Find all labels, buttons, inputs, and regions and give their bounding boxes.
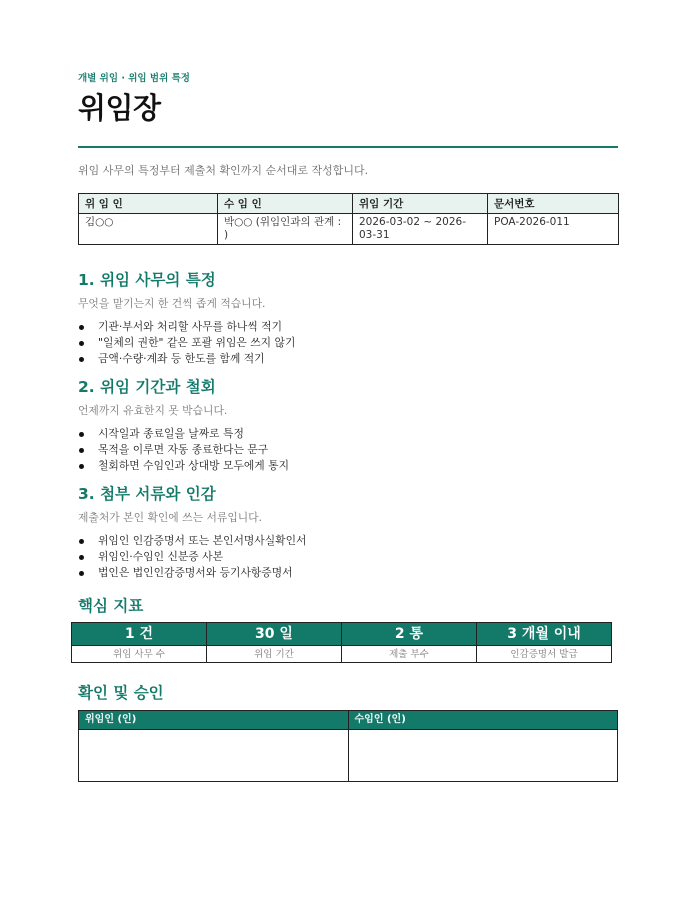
info-table — [78, 193, 619, 245]
period-value: 2026-03-02 ~ 2026-03-31 — [353, 214, 488, 245]
list-item: 금액·수량·계좌 등 한도를 함께 적기 — [78, 351, 618, 367]
page-title: 위임장 — [78, 91, 161, 125]
kpi-value: 2 통 — [342, 623, 476, 645]
kpi-value: 3 개월 이내 — [477, 623, 611, 645]
signature-table — [78, 710, 618, 782]
header-delegator: 위 임 인 — [79, 194, 218, 214]
section-description: 무엇을 맡기는지 한 건씩 좁게 적습니다. — [78, 297, 266, 310]
section-period — [78, 375, 618, 474]
list-item: 위임인 인감증명서 또는 본인서명사실확인서 — [78, 533, 618, 549]
kpi-label: 위임 기간 — [207, 645, 341, 662]
info-table-value-row — [79, 214, 619, 245]
list-item: 기관·부서와 처리할 사무를 하나씩 적기 — [78, 319, 618, 335]
list-item: 철회하면 수임인과 상대방 모두에게 통지 — [78, 458, 618, 474]
section-heading: 1. 위임 사무의 특정 — [78, 271, 216, 289]
intro-text: 위임 사무의 특정부터 제출처 확인까지 순서대로 작성합니다. — [78, 164, 369, 177]
section-description: 제출처가 본인 확인에 쓰는 서류입니다. — [78, 511, 263, 524]
info-table-header-row — [79, 194, 619, 214]
signature-cell-delegatee — [348, 710, 619, 782]
confirm-heading: 확인 및 승인 — [78, 684, 164, 702]
signature-label: 수임인 (인) — [349, 711, 618, 729]
signature-box[interactable] — [349, 729, 618, 781]
delegator-value: 김○○ — [79, 214, 218, 245]
section-heading: 2. 위임 기간과 철회 — [78, 378, 216, 396]
kpi-label: 인감증명서 발급 — [477, 645, 611, 662]
kpi-cell — [341, 622, 477, 663]
header-doc-number: 문서번호 — [488, 194, 619, 214]
document-overline: 개별 위임 · 위임 범위 특정 — [78, 73, 190, 84]
signature-cell-delegator — [78, 710, 349, 782]
kpi-cell — [206, 622, 342, 663]
list-item: "일체의 권한" 같은 포괄 위임은 쓰지 않기 — [78, 335, 618, 351]
kpi-cell — [71, 622, 207, 663]
header-delegatee: 수 임 인 — [218, 194, 353, 214]
bullet-list — [78, 319, 618, 367]
kpi-table — [71, 622, 612, 663]
kpi-heading: 핵심 지표 — [78, 597, 144, 615]
header-period: 위임 기간 — [353, 194, 488, 214]
list-item: 목적을 이루면 자동 종료한다는 문구 — [78, 442, 618, 458]
section-heading: 3. 첨부 서류와 인감 — [78, 485, 216, 503]
list-item: 법인은 법인인감증명서와 등기사항증명서 — [78, 565, 618, 581]
kpi-value: 30 일 — [207, 623, 341, 645]
delegatee-value: 박○○ (위임인과의 관계 : ) — [218, 214, 353, 245]
bullet-list — [78, 426, 618, 474]
signature-label: 위임인 (인) — [79, 711, 348, 729]
doc-number-value: POA-2026-011 — [488, 214, 619, 245]
kpi-label: 위임 사무 수 — [72, 645, 206, 662]
bullet-list — [78, 533, 618, 581]
signature-box[interactable] — [79, 729, 348, 781]
kpi-value: 1 건 — [72, 623, 206, 645]
section-scope — [78, 268, 618, 367]
section-description: 언제까지 유효한지 못 박습니다. — [78, 404, 228, 417]
list-item: 위임인·수임인 신분증 사본 — [78, 549, 618, 565]
title-divider — [78, 146, 618, 148]
kpi-label: 제출 부수 — [342, 645, 476, 662]
section-attachments — [78, 482, 618, 581]
kpi-cell — [476, 622, 612, 663]
list-item: 시작일과 종료일을 날짜로 특정 — [78, 426, 618, 442]
